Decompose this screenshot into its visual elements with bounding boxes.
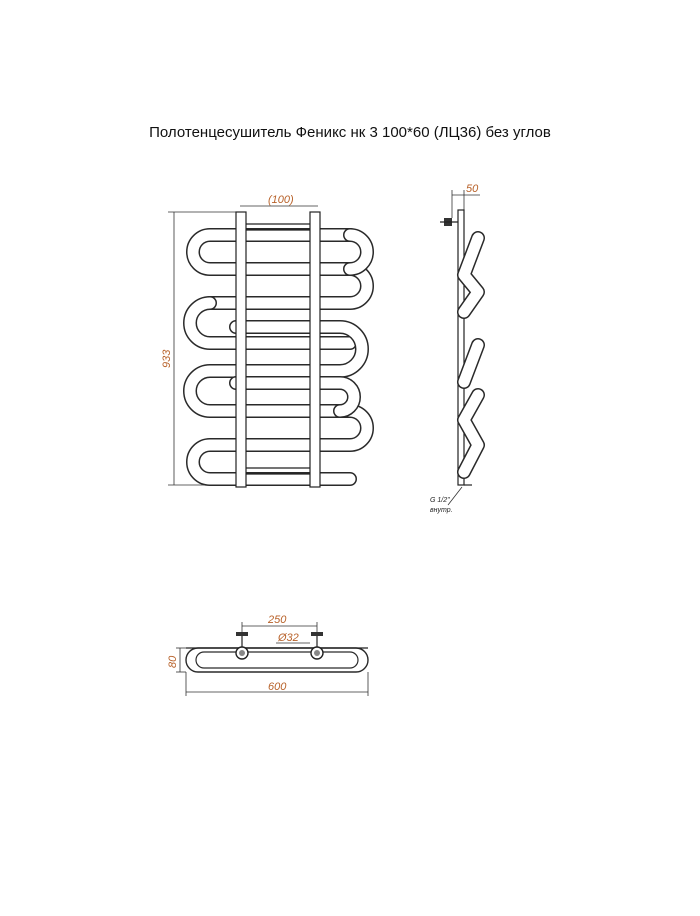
right-riser — [310, 212, 320, 487]
side-depth-label: 50 — [466, 183, 479, 195]
height-dimension-label: 933 — [161, 349, 173, 368]
center-dimension-label: 250 — [268, 614, 287, 626]
serpentine-pipe — [190, 235, 367, 479]
drawing-title: Полотенцесушитель Феникс нк 3 100*60 (ЛЦ36) без углов — [149, 124, 551, 141]
right-bracket-icon — [311, 632, 323, 636]
top-dimension-label: (100) — [268, 194, 294, 206]
left-riser — [236, 212, 246, 487]
top-view — [167, 614, 368, 696]
front-view — [161, 194, 367, 487]
side-view — [430, 183, 480, 514]
thread-note: G 1/2" — [430, 497, 450, 504]
top-depth-label: 80 — [167, 655, 179, 668]
left-bracket-icon — [236, 632, 248, 636]
pipe-diameter-label: Ø32 — [278, 632, 299, 644]
side-riser — [458, 210, 464, 485]
width-dimension-label: 600 — [268, 681, 287, 693]
thread-note-internal: внутр. — [430, 507, 453, 514]
